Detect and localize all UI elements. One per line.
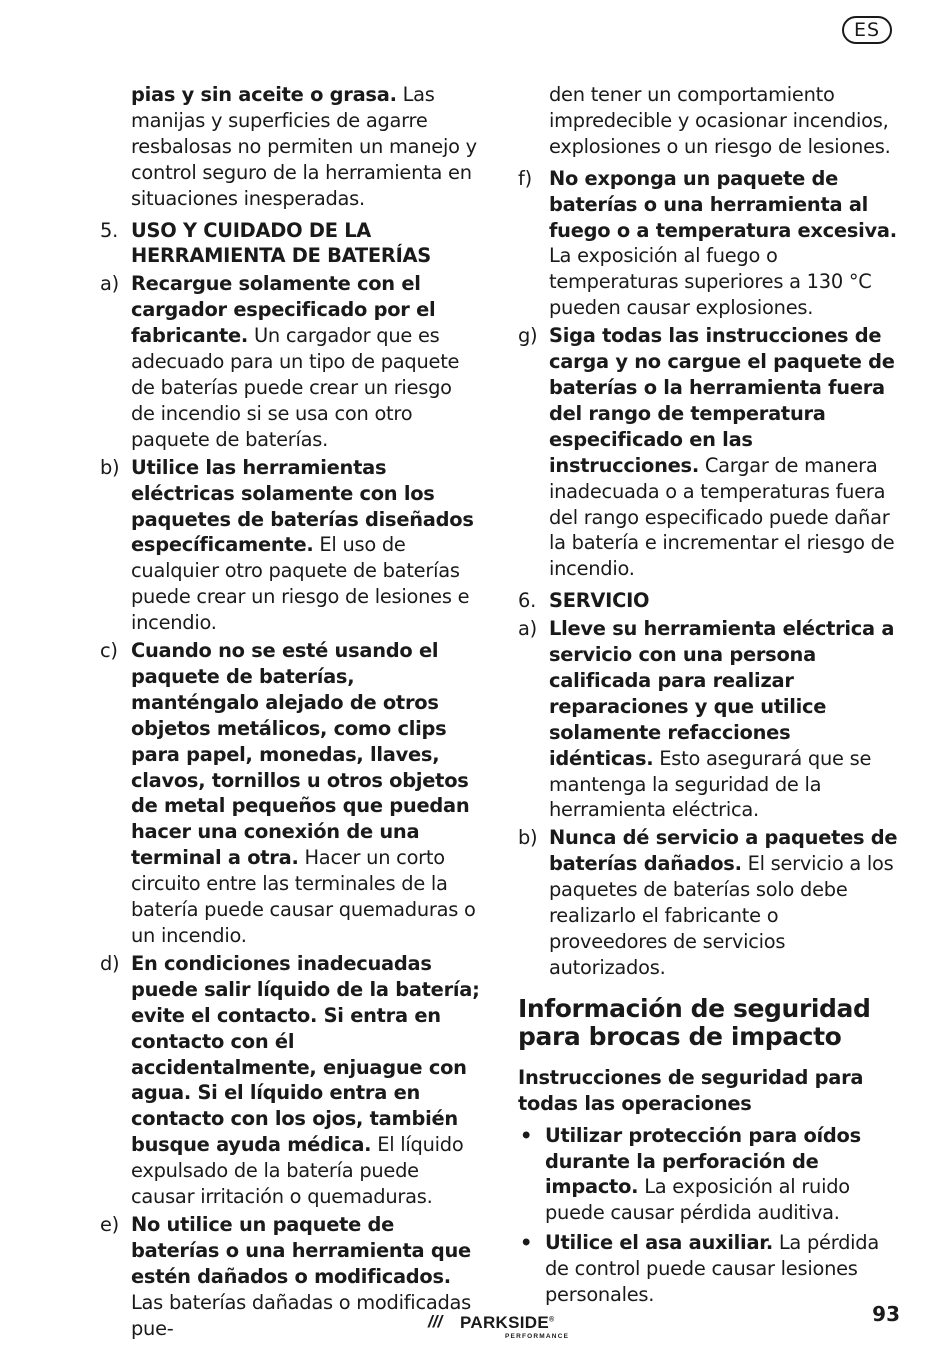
list-item-b (100, 455, 480, 636)
list-item-bold: No exponga un paquete de baterías o una herramienta al fuego o a temperatura excesiva. (549, 166, 897, 242)
list-marker: a) (100, 272, 119, 296)
list-item-bold: Recargue solamente con el cargador especificado por el fabricante. (131, 272, 436, 348)
list-item-f (518, 166, 900, 321)
list-marker: f) (518, 166, 532, 190)
bullet-marker: • (520, 1231, 533, 1255)
continuation-paragraph: den tener un comportamiento impredecible y ocasionar incendios, explosiones o un riesgo de lesiones. (549, 83, 891, 158)
list-marker: e) (100, 1212, 119, 1236)
right-column (518, 82, 900, 1312)
list-item-text: Hacer un corto circuito entre las terminales de la batería puede causar quemaduras o un incendio. (131, 846, 476, 947)
bullet-bold: Utilizar protección para oídos durante la perforación de impacto. (545, 1123, 861, 1199)
list-item-bold: En condiciones inadecuadas puede salir líquido de la batería; evite el contacto. Si entra en contacto con él accidentalmente, enjuague con agua. Si el líquido entra en contacto con los ojos, también busque ayuda médica. (131, 951, 480, 1157)
list-item-d (100, 951, 480, 1210)
service-item-a (518, 616, 900, 823)
list-marker: g) (518, 324, 538, 348)
parkside-logo (428, 1312, 588, 1348)
logo-slashes-icon: /// (428, 1312, 443, 1331)
bullet-item-handle (518, 1230, 900, 1308)
list-marker: a) (518, 617, 537, 641)
service-item-b (518, 825, 900, 980)
list-item-text: Esto asegurará que se mantenga la seguridad de la herramienta eléctrica. (549, 746, 872, 822)
list-item-text: La exposición al fuego o temperaturas superiores a 130 °C pueden causar explosiones. (549, 244, 872, 320)
logo-brand: PARKSIDE® (460, 1313, 555, 1332)
logo-subtitle: PERFORMANCE (505, 1333, 570, 1340)
page-number: 93 (872, 1302, 900, 1326)
list-marker: b) (100, 455, 120, 479)
bullet-bold: Utilice el asa auxiliar. (545, 1231, 773, 1255)
intro-bold: pias y sin aceite o grasa. (131, 83, 397, 106)
list-item-bold: No utilice un paquete de baterías o una herramienta que estén dañados o modificados. (131, 1212, 471, 1288)
list-item-text: El servicio a los paquetes de baterías solo debe realizarlo el fabricante o proveedores de servicios autorizados. (549, 852, 894, 979)
list-marker: b) (518, 826, 538, 850)
section-5-title: USO Y CUIDADO DE LA HERRAMIENTA DE BATERÍAS (131, 218, 432, 268)
list-item-g (518, 323, 900, 582)
list-item-a (100, 271, 480, 452)
subheading: Instrucciones de seguridad para todas las operaciones (518, 1065, 864, 1115)
section-6-heading (518, 588, 900, 614)
list-item-text: Un cargador que es adecuado para un tipo de paquete de baterías puede crear un riesgo de incendio si se usa con otro paquete de baterías. (131, 324, 460, 451)
bullet-marker: • (520, 1123, 533, 1147)
list-marker: d) (100, 951, 120, 975)
section-6-title: SERVICIO (549, 589, 650, 613)
language-badge: ES (842, 16, 892, 44)
list-item-bold: Utilice las herramientas eléctricas solamente con los paquetes de baterías diseñados específicamente. (131, 455, 474, 557)
bullet-text: La pérdida de control puede causar lesiones personales. (545, 1231, 879, 1307)
bullet-item-hearing (518, 1123, 900, 1227)
list-item-e (100, 1212, 480, 1342)
section-5-number: 5. (100, 218, 119, 242)
section-6-number: 6. (518, 589, 537, 613)
list-item-text: El uso de cualquier otro paquete de baterías puede crear un riesgo de lesiones e incendio. (131, 533, 470, 635)
section-heading: Información de seguridad para brocas de impacto (518, 993, 871, 1051)
list-item-text: Cargar de manera inadecuada o a temperaturas fuera del rango especificado puede dañar la batería e incrementar el riesgo de incendio. (549, 453, 895, 581)
left-column (100, 82, 480, 1344)
list-item-bold: Siga todas las instrucciones de carga y no cargue el paquete de baterías o la herramienta fuera del rango de temperatura especificado en las instrucciones. (549, 324, 895, 477)
list-item-bold: Nunca dé servicio a paquetes de baterías dañados. (549, 826, 898, 876)
bullet-text: La exposición al ruido puede causar pérdida auditiva. (545, 1175, 850, 1225)
section-5-heading (100, 218, 480, 270)
list-item-bold: Cuando no se esté usando el paquete de baterías, manténgalo alejado de otros objetos metálicos, como clips para papel, monedas, llaves, clavos, tornillos u otros objetos de metal pequeños que puedan hacer una conexión de una terminal a otra. (131, 639, 470, 870)
list-item-text: Las baterías dañadas o modificadas pue- (131, 1290, 472, 1340)
list-item-text: El líquido expulsado de la batería puede causar irritación o quemaduras. (131, 1133, 464, 1209)
list-item-c (100, 638, 480, 949)
list-item-bold: Lleve su herramienta eléctrica a servicio con una persona calificada para realizar reparaciones y que utilice solamente refacciones idénticas. (549, 617, 895, 770)
registered-mark: ® (549, 1316, 555, 1324)
list-marker: c) (100, 639, 118, 663)
intro-paragraph (131, 82, 480, 212)
intro-text: Las manijas y superficies de agarre resbalosas no permiten un manejo y control seguro de la herramienta en situaciones inesperadas. (131, 83, 477, 210)
